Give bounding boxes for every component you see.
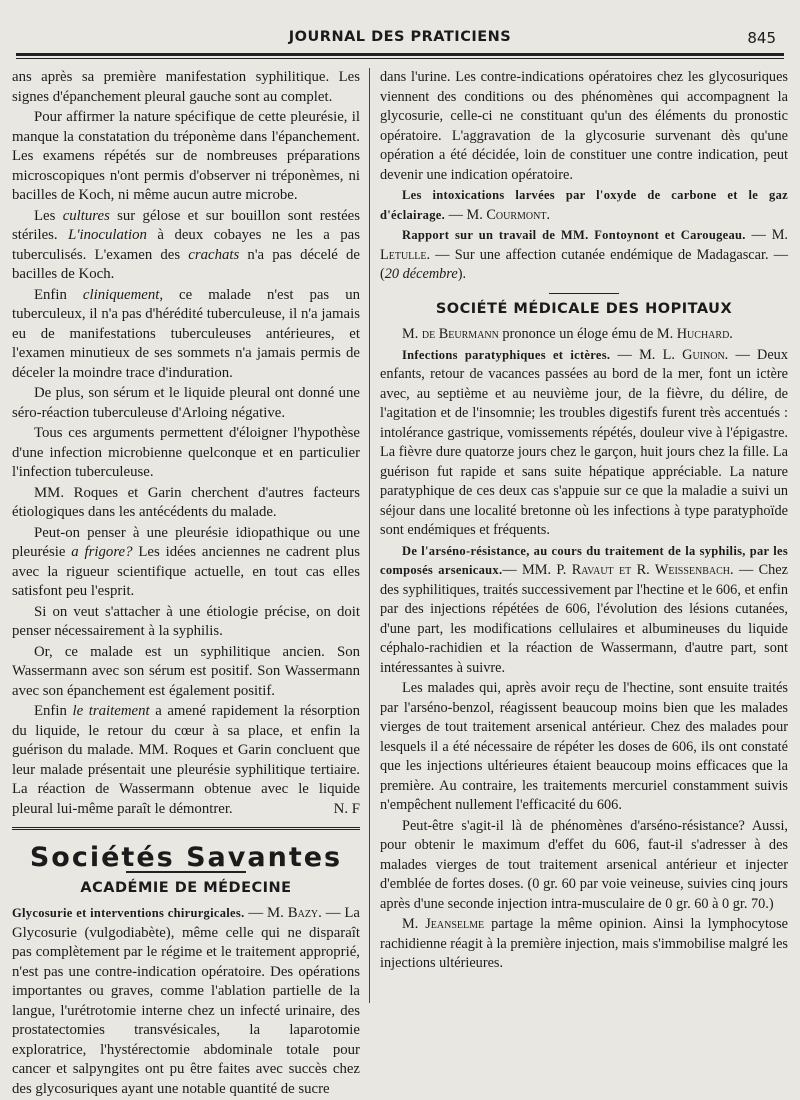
- paragraph: De l'arséno-résistance, au cours du traitement de la syphilis, par les composés arsenicaux.— MM. P. Ravaut et R. Weissenbach. — Chez des syphilitiques, traités successivement par l'hectine et le 606, et enfin par des injections répétées de 606, l'évolution des lésions cutanées, d'une part, les modifications cellulaires et albumineuses du liquide céphalo-rachidien et la réaction de Wassermann, d'autre part, sont intéressantes à suivre.: [380, 543, 788, 676]
- right-column: [380, 68, 788, 975]
- paragraph: Infections paratyphiques et ictères. — M. L. Guinon. — Deux enfants, retour de vacances passées au bord de la mer, font un ictère avec, au septième et au neuvième jour, de la fièvre, du délire, de l'agitation et de l'insomnie; les troubles digestifs furent très accentués : intolérance gastrique, vomissements répétés, douleur vive à l'épigastre. La fièvre dure quatorze jours chez le garçon, huit jours chez la fille. La guérison fut rapide et sans suite hépatique appréciable. La nature paratyphique de ces deux cas s'appuie sur ce que la maladie a suivi un séjour dans une localité bretonne où les infections à type paratyphoïde sont endémiques et fréquents.: [380, 346, 788, 538]
- paragraph: Or, ce malade est un syphilitique ancien. Son Wassermann avec son sérum est positif. Son Wassermann avec son épanchement est également positif.: [12, 643, 360, 699]
- author-signature: N. F: [333, 800, 360, 817]
- paragraph: Les malades qui, après avoir reçu de l'hectine, sont ensuite traités par l'arséno-benzol, réagissent beaucoup moins bien que les malades vierges de tout traitement arsenical antérieur. Chez des malades pour lesquels il a été nécessaire de répéter les doses de 606, ils ont constaté que les injections ultérieures étaient beaucoup moins efficaces que la première. Au contraire, les traitements mercuriel constamment suivis n'empêchent nullement l'efficacité du 606.: [380, 680, 788, 813]
- paragraph: M. Jeanselme partage la même opinion. Ainsi la lymphocytose rachidienne réagit à la première injection, mais s'immobilise malgré les injections ultérieures.: [380, 916, 788, 971]
- paragraph: dans l'urine. Les contre-indications opératoires chez les glycosuriques viennent des conditions ou des phénomènes qui accompagnent la glycosurie, celle-ci ne constituant qu'un des éléments du pronostic opératoire. L'aggravation de la glycosurie survenant dès qu'une opération a été décidée, loin de constituer une contre indication, peut devenir une indication opératoire.: [380, 69, 788, 183]
- column-divider: [369, 68, 370, 1003]
- paragraph: Les cultures sur gélose et sur bouillon sont restées stériles. L'inoculation à deux cobayes ne les a pas tuberculisés. L'examen des crachats n'a pas décelé de bacilles de Koch.: [12, 207, 361, 282]
- header-rule: [16, 53, 784, 59]
- paragraph: Enfin cliniquement, ce malade n'est pas un tuberculeux, il n'a pas d'hérédité tuberculeuse, il n'a jamais eu de manifestations tuberculeuses antérieures, et l'examen minutieux de ses sommets n'a jamais permis de déceler la moindre trace d'induration.: [12, 286, 361, 381]
- paragraph: ans après sa première manifestation syphilitique. Les signes d'épanchement pleural gauche sont au complet.: [12, 69, 360, 105]
- section-heading-academie: ACADÉMIE DE MÉDECINE: [80, 879, 292, 896]
- paragraph: Peut-on penser à une pleurésie idiopathique ou une pleurésie a frigore? Les idées anciennes ne cadrent plus avec la rigueur scientifique actuelle, en tout cas elles satisfont peu l'esprit.: [12, 524, 361, 599]
- section-heading-smh: SOCIÉTÉ MÉDICALE DES HOPITAUX: [435, 300, 733, 317]
- paragraph: MM. Roques et Garin cherchent d'autres facteurs étiologiques dans les antécédents du malade.: [12, 484, 360, 520]
- paragraph: M. de Beurmann prononce un éloge ému de M. Huchard.: [402, 326, 733, 342]
- page-number: 845: [747, 29, 776, 47]
- section-rule: [12, 827, 360, 834]
- page-header: [0, 0, 800, 50]
- left-column: [12, 68, 360, 1100]
- paragraph: Si on veut s'attacher à une étiologie précise, on doit penser nécessairement à la syphilis.: [12, 603, 360, 639]
- paragraph: De plus, son sérum et le liquide pleural ont donné une séro-réaction tuberculeuse d'Arloing négative.: [12, 385, 360, 421]
- divider: [549, 293, 619, 294]
- paragraph: Enfin le traitement a amené rapidement la résorption du liquide, le retour du cœur à sa place, et enfin la guérison du malade. MM. Roques et Garin concluent que leur malade présentait une pleurésie syphilitique tertiaire. La réaction de Wassermann obtenue avec le liquide pleural lui-même paraît le démontrer. N. F: [12, 702, 360, 819]
- paragraph: Pour affirmer la nature spécifique de cette pleurésie, il manque la constatation du tréponème dans l'épanchement. Les examens répétés sur de nombreuses préparations microscopiques n'ont permis d'observer ni tréponèmes, ni bacilles de Koch, ni même aucun autre microbe.: [12, 109, 360, 203]
- paragraph: Les intoxications larvées par l'oxyde de carbone et le gaz d'éclairage. — M. Courmont.: [380, 188, 788, 223]
- paragraph: Tous ces arguments permettent d'éloigner l'hypothèse d'une infection microbienne quelconque et en particulier l'infection tuberculeuse.: [12, 425, 360, 480]
- paragraph: Rapport sur un travail de MM. Fontoynont et Carougeau. — M. Letulle. — Sur une affection cutanée endémique de Madagascar. — (20 décembre).: [380, 227, 788, 282]
- section-heading-societes: Sociétés Savantes: [29, 842, 343, 873]
- running-title: JOURNAL DES PRATICIENS: [288, 29, 512, 45]
- paragraph: Glycosurie et interventions chirurgicales. — M. Bazy. — La Glycosurie (vulgodiabète), même celle qui ne disparaît pas complètement par le régime et le traitement approprié, n'est pas une contre-indication opératoire. Des opérations importantes ou graves, comme l'ablation partielle de la langue, l'urétrotomie interne chez un infecté urinaire, des prostatectomies transvésicales, la laparotomie exploratrice, l'hystérectomie abdominale totale pour cancer et salpyngites ont pu être faites avec succès chez des glycosuriques ayant une notable quantité de sucre: [12, 905, 360, 1097]
- paragraph: Peut-être s'agit-il là de phénomènes d'arséno-résistance? Aussi, pour obtenir le maximum d'effet du 606, faut-il s'adresser à des malades vierges de tout traitement arsenical antérieur et injecter d'emblée de fortes doses. (0 gr. 60 par voie veineuse, suivies cinq jours après d'une seconde injection intra-musculaire de 0 gr. 60 à 0 gr. 70.): [380, 817, 788, 912]
